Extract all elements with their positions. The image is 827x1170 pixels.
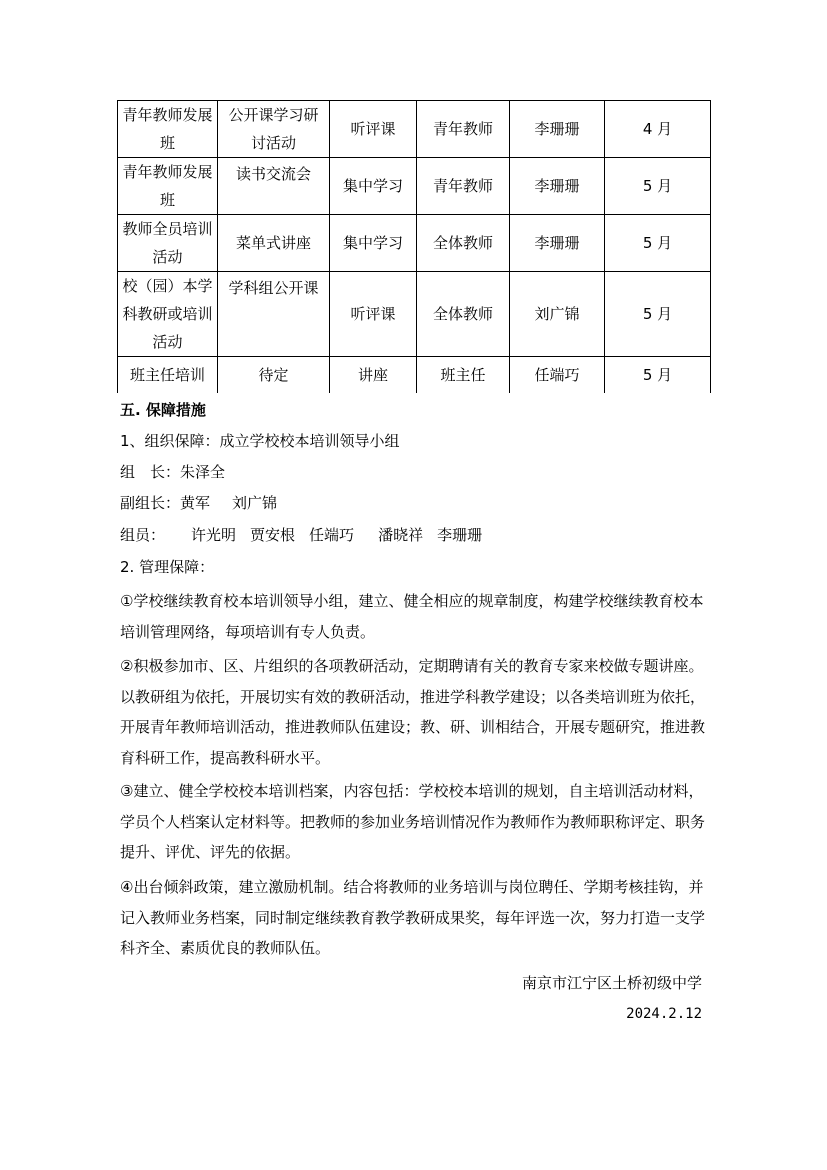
table-cell: 4 月 [605, 101, 711, 158]
table-cell: 5 月 [605, 215, 711, 272]
table-cell: 校（园）本学科教研或培训活动 [118, 272, 218, 357]
table-row [118, 158, 711, 215]
leader-name: 朱泽全 [180, 463, 226, 481]
table-cell: 5 月 [605, 158, 711, 215]
member-name: 贾安根 [250, 526, 296, 544]
table-cell: 菜单式讲座 [218, 215, 330, 272]
members-line [120, 525, 482, 545]
deputy-line [120, 493, 277, 513]
deputy-name: 刘广锦 [232, 494, 278, 512]
paragraph-3: ③建立、健全学校校本培训档案，内容包括：学校校本培训的规划，自主培训活动材料，学员个人档案认定材料等。把教师的参加业务培训情况作为教师作为教师职称评定、职务提升、评优、评先的依据。 [120, 782, 706, 861]
mgmt-guarantee-line: 2. 管理保障： [120, 558, 215, 576]
table-cell: 学科组公开课 [218, 272, 330, 357]
table-cell: 集中学习 [330, 158, 417, 215]
table-cell: 全体教师 [417, 215, 510, 272]
table-cell: 公开课学习研讨活动 [218, 101, 330, 158]
deputy-label: 副组长： [120, 494, 181, 512]
table-cell: 李珊珊 [510, 158, 605, 215]
training-schedule-table [117, 100, 711, 393]
table-cell: 待定 [218, 357, 330, 393]
table-cell: 任端巧 [510, 357, 605, 393]
section-heading: 五. 保障措施 [120, 401, 206, 419]
paragraph-4: ④出台倾斜政策，建立激励机制。结合将教师的业务培训与岗位聘任、学期考核挂钩，并记入教师业务档案，同时制定继续教育教学教研成果奖，每年评选一次，努力打造一支学科齐全、素质优良的教师队伍。 [120, 878, 706, 957]
table-row [118, 215, 711, 272]
leader-label: 组 长： [120, 463, 181, 481]
table-row [118, 357, 711, 393]
paragraph-1: ①学校继续教育校本培训领导小组，建立、健全相应的规章制度，构建学校继续教育校本培训管理网络，每项培训有专人负责。 [120, 592, 704, 641]
member-name: 潘晓祥 [378, 526, 424, 544]
org-guarantee-line: 1、组织保障：成立学校校本培训领导小组 [120, 432, 400, 450]
signature-org: 南京市江宁区土桥初级中学 [521, 974, 702, 992]
table-cell: 集中学习 [330, 215, 417, 272]
table-cell: 听评课 [330, 101, 417, 158]
member-name: 李珊珊 [437, 526, 483, 544]
member-name: 任端巧 [309, 526, 355, 544]
table-cell: 青年教师发展班 [118, 158, 218, 215]
table-cell: 青年教师 [417, 158, 510, 215]
table-row [118, 272, 711, 357]
table-cell: 教师全员培训活动 [118, 215, 218, 272]
deputy-name: 黄军 [180, 494, 211, 512]
table-row [118, 101, 711, 158]
table-cell: 班主任培训 [118, 357, 218, 393]
table-cell: 青年教师 [417, 101, 510, 158]
table-cell: 青年教师发展班 [118, 101, 218, 158]
paragraph-2: ②积极参加市、区、片组织的各项教研活动，定期聘请有关的教育专家来校做专题讲座。以教研组为依托，开展切实有效的教研活动，推进学科教学建设；以各类培训班为依托，开展青年教师培训活动，推进教师队伍建设；教、研、训相结合，开展专题研究，推进教育科研工作，提高教科研水平。 [120, 657, 706, 767]
table-cell: 讲座 [330, 357, 417, 393]
table-cell: 全体教师 [417, 272, 510, 357]
members-label: 组员： [120, 526, 166, 544]
member-name: 许光明 [191, 526, 237, 544]
table-cell: 李珊珊 [510, 101, 605, 158]
table-cell: 5 月 [605, 357, 711, 393]
table-cell: 李珊珊 [510, 215, 605, 272]
table-cell: 班主任 [417, 357, 510, 393]
table-cell: 刘广锦 [510, 272, 605, 357]
table-cell: 听评课 [330, 272, 417, 357]
table-cell: 5 月 [605, 272, 711, 357]
table-cell: 读书交流会 [218, 158, 330, 215]
signature-date: 2024.2.12 [626, 1006, 702, 1022]
leader-line [120, 462, 225, 482]
